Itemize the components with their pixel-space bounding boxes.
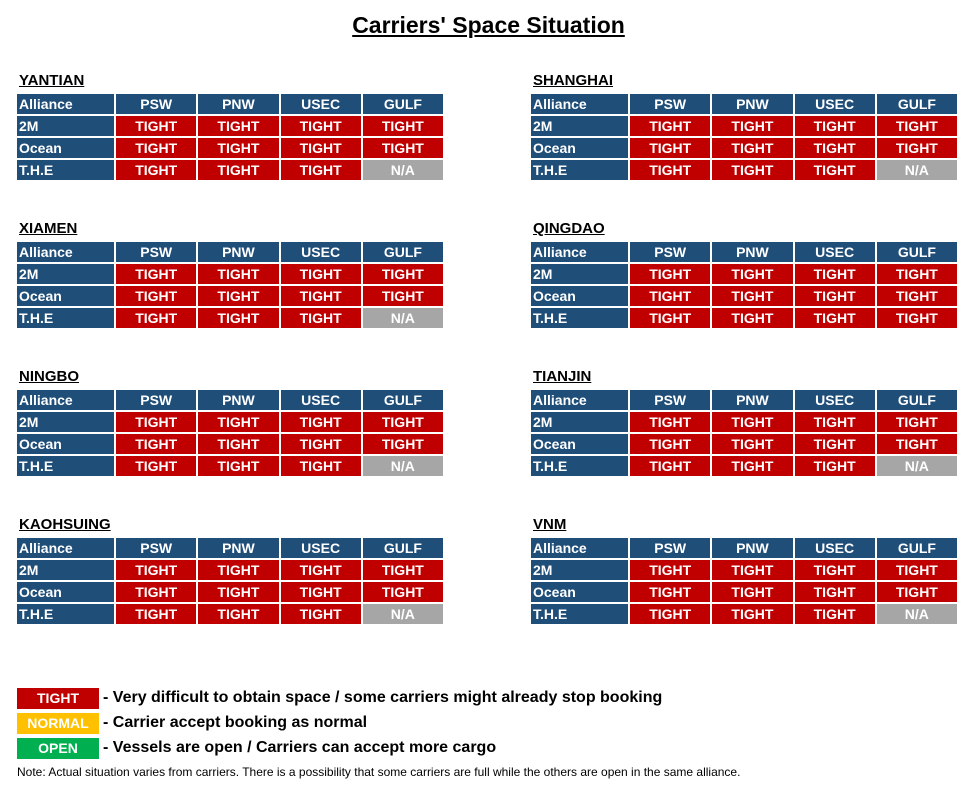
status-cell: N/A [877, 456, 957, 476]
alliance-label: T.H.E [17, 308, 114, 328]
column-header: Alliance [17, 390, 114, 410]
alliance-label: Ocean [531, 434, 628, 454]
status-cell: TIGHT [795, 264, 875, 284]
alliance-label: T.H.E [17, 604, 114, 624]
port-block-yantian [17, 70, 445, 182]
status-cell: TIGHT [630, 160, 710, 180]
status-cell: TIGHT [630, 582, 710, 602]
column-header: PSW [116, 538, 196, 558]
status-cell: TIGHT [630, 308, 710, 328]
column-header: GULF [363, 390, 443, 410]
port-name: XIAMEN [19, 220, 78, 237]
port-name: YANTIAN [19, 72, 85, 89]
status-cell: TIGHT [363, 560, 443, 580]
status-cell: TIGHT [630, 264, 710, 284]
column-header: PSW [630, 538, 710, 558]
column-header: PNW [198, 242, 278, 262]
status-cell: TIGHT [877, 138, 957, 158]
status-cell: TIGHT [712, 412, 792, 432]
status-cell: TIGHT [363, 286, 443, 306]
status-cell: TIGHT [795, 434, 875, 454]
status-cell: N/A [877, 604, 957, 624]
header-row [17, 242, 443, 262]
status-cell: TIGHT [630, 560, 710, 580]
alliance-label: T.H.E [17, 456, 114, 476]
status-cell: TIGHT [281, 138, 361, 158]
status-cell: TIGHT [281, 412, 361, 432]
status-cell: TIGHT [116, 560, 196, 580]
table-row [17, 286, 443, 306]
header-row [17, 94, 443, 114]
status-cell: TIGHT [795, 160, 875, 180]
status-cell: TIGHT [877, 434, 957, 454]
footnote: Note: Actual situation varies from carriers. There is a possibility that some carriers are full while the others are open in the same alliance. [17, 765, 741, 779]
table-row [531, 456, 957, 476]
status-cell: TIGHT [116, 138, 196, 158]
column-header: PNW [198, 390, 278, 410]
status-cell: TIGHT [630, 434, 710, 454]
column-header: PNW [712, 242, 792, 262]
header-row [531, 242, 957, 262]
legend-swatch-tight: TIGHT [17, 688, 99, 709]
alliance-label: Ocean [531, 286, 628, 306]
port-name: NINGBO [19, 368, 79, 385]
status-cell: TIGHT [795, 286, 875, 306]
alliance-label: Ocean [531, 138, 628, 158]
status-cell: TIGHT [795, 412, 875, 432]
space-table [15, 92, 445, 182]
port-name: VNM [533, 516, 567, 533]
column-header: GULF [877, 94, 957, 114]
column-header: PNW [712, 94, 792, 114]
alliance-label: T.H.E [531, 456, 628, 476]
status-cell: TIGHT [116, 434, 196, 454]
status-cell: TIGHT [630, 138, 710, 158]
header-row [17, 390, 443, 410]
space-table [529, 92, 959, 182]
legend-row-tight [17, 686, 662, 710]
space-table [529, 388, 959, 478]
table-row [531, 560, 957, 580]
header-row [531, 94, 957, 114]
column-header: Alliance [17, 94, 114, 114]
alliance-label: 2M [17, 116, 114, 136]
page-title: Carriers' Space Situation [352, 12, 625, 38]
status-cell: TIGHT [116, 264, 196, 284]
port-block-vnm [531, 514, 959, 626]
status-cell: TIGHT [281, 560, 361, 580]
table-row [17, 308, 443, 328]
column-header: Alliance [17, 242, 114, 262]
port-name: SHANGHAI [533, 72, 614, 89]
status-cell: TIGHT [116, 160, 196, 180]
column-header: PNW [198, 94, 278, 114]
column-header: PNW [712, 390, 792, 410]
port-block-shanghai [531, 70, 959, 182]
table-row [531, 604, 957, 624]
legend-row-open [17, 736, 662, 760]
status-cell: TIGHT [630, 456, 710, 476]
table-row [17, 582, 443, 602]
status-cell: TIGHT [712, 116, 792, 136]
column-header: GULF [877, 390, 957, 410]
header-row [531, 538, 957, 558]
table-row [17, 138, 443, 158]
status-cell: TIGHT [363, 434, 443, 454]
alliance-label: T.H.E [17, 160, 114, 180]
column-header: USEC [281, 390, 361, 410]
column-header: Alliance [531, 242, 628, 262]
status-cell: TIGHT [630, 116, 710, 136]
status-cell: TIGHT [877, 308, 957, 328]
status-cell: TIGHT [198, 582, 278, 602]
status-cell: TIGHT [795, 116, 875, 136]
status-cell: TIGHT [363, 138, 443, 158]
status-cell: TIGHT [198, 160, 278, 180]
column-header: GULF [877, 242, 957, 262]
status-cell: TIGHT [281, 160, 361, 180]
column-header: PSW [630, 390, 710, 410]
legend [17, 686, 662, 761]
space-table [15, 240, 445, 330]
status-cell: TIGHT [116, 456, 196, 476]
alliance-label: Ocean [17, 434, 114, 454]
status-cell: TIGHT [795, 308, 875, 328]
status-cell: TIGHT [281, 286, 361, 306]
column-header: PNW [198, 538, 278, 558]
column-header: Alliance [17, 538, 114, 558]
column-header: PSW [116, 242, 196, 262]
alliance-label: T.H.E [531, 308, 628, 328]
status-cell: TIGHT [712, 160, 792, 180]
status-cell: TIGHT [795, 138, 875, 158]
column-header: USEC [795, 94, 875, 114]
column-header: USEC [795, 538, 875, 558]
column-header: Alliance [531, 94, 628, 114]
column-header: USEC [795, 390, 875, 410]
column-header: GULF [363, 242, 443, 262]
port-block-xiamen [17, 218, 445, 330]
table-row [17, 604, 443, 624]
status-cell: TIGHT [198, 308, 278, 328]
alliance-label: 2M [17, 560, 114, 580]
status-cell: TIGHT [795, 604, 875, 624]
status-cell: TIGHT [712, 264, 792, 284]
table-row [17, 160, 443, 180]
legend-text-normal: - Carrier accept booking as normal [103, 714, 368, 731]
status-cell: TIGHT [712, 456, 792, 476]
status-cell: TIGHT [877, 582, 957, 602]
status-cell: TIGHT [363, 582, 443, 602]
port-block-ningbo [17, 366, 445, 478]
status-cell: TIGHT [363, 264, 443, 284]
alliance-label: Ocean [17, 138, 114, 158]
table-row [531, 138, 957, 158]
column-header: PSW [116, 390, 196, 410]
status-cell: TIGHT [712, 604, 792, 624]
alliance-label: 2M [17, 412, 114, 432]
legend-text-tight: - Very difficult to obtain space / some carriers might already stop booking [103, 689, 663, 706]
column-header: GULF [363, 538, 443, 558]
column-header: GULF [877, 538, 957, 558]
legend-row-normal [17, 711, 662, 735]
table-row [17, 412, 443, 432]
status-cell: TIGHT [630, 286, 710, 306]
status-cell: TIGHT [116, 604, 196, 624]
table-row [531, 264, 957, 284]
table-row [17, 264, 443, 284]
alliance-label: Ocean [531, 582, 628, 602]
table-row [531, 116, 957, 136]
status-cell: TIGHT [281, 456, 361, 476]
table-row [531, 434, 957, 454]
port-name: TIANJIN [533, 368, 592, 385]
status-cell: TIGHT [198, 264, 278, 284]
status-cell: TIGHT [877, 286, 957, 306]
alliance-label: 2M [531, 412, 628, 432]
status-cell: TIGHT [198, 286, 278, 306]
status-cell: TIGHT [281, 582, 361, 602]
status-cell: N/A [877, 160, 957, 180]
column-header: Alliance [531, 538, 628, 558]
table-row [531, 308, 957, 328]
status-cell: TIGHT [630, 412, 710, 432]
space-table [15, 388, 445, 478]
status-cell: TIGHT [281, 116, 361, 136]
legend-swatch-normal: NORMAL [17, 713, 99, 734]
status-cell: TIGHT [198, 604, 278, 624]
alliance-label: Ocean [17, 582, 114, 602]
column-header: USEC [281, 94, 361, 114]
alliance-label: 2M [531, 116, 628, 136]
port-block-tianjin [531, 366, 959, 478]
status-cell: TIGHT [198, 116, 278, 136]
status-cell: TIGHT [795, 582, 875, 602]
status-cell: TIGHT [877, 412, 957, 432]
status-cell: TIGHT [281, 264, 361, 284]
status-cell: TIGHT [116, 582, 196, 602]
alliance-label: 2M [17, 264, 114, 284]
alliance-label: T.H.E [531, 160, 628, 180]
port-block-qingdao [531, 218, 959, 330]
status-cell: TIGHT [116, 412, 196, 432]
status-cell: TIGHT [198, 434, 278, 454]
port-name: QINGDAO [533, 220, 605, 237]
status-cell: TIGHT [281, 308, 361, 328]
column-header: Alliance [531, 390, 628, 410]
alliance-label: T.H.E [531, 604, 628, 624]
status-cell: TIGHT [363, 412, 443, 432]
status-cell: TIGHT [877, 264, 957, 284]
status-cell: TIGHT [795, 456, 875, 476]
table-row [17, 434, 443, 454]
legend-swatch-open: OPEN [17, 738, 99, 759]
port-block-kaohsuing [17, 514, 445, 626]
table-row [531, 160, 957, 180]
status-cell: TIGHT [712, 560, 792, 580]
status-cell: TIGHT [877, 116, 957, 136]
status-cell: TIGHT [712, 308, 792, 328]
column-header: PSW [116, 94, 196, 114]
table-row [531, 286, 957, 306]
column-header: GULF [363, 94, 443, 114]
status-cell: TIGHT [363, 116, 443, 136]
space-table [529, 240, 959, 330]
column-header: PNW [712, 538, 792, 558]
status-cell: N/A [363, 160, 443, 180]
status-cell: TIGHT [630, 604, 710, 624]
status-cell: N/A [363, 604, 443, 624]
status-cell: TIGHT [116, 116, 196, 136]
space-table [529, 536, 959, 626]
status-cell: N/A [363, 456, 443, 476]
table-row [17, 560, 443, 580]
status-cell: TIGHT [712, 434, 792, 454]
column-header: PSW [630, 94, 710, 114]
header-row [17, 538, 443, 558]
column-header: USEC [281, 242, 361, 262]
status-cell: TIGHT [198, 412, 278, 432]
alliance-label: 2M [531, 560, 628, 580]
table-row [531, 412, 957, 432]
status-cell: TIGHT [116, 308, 196, 328]
status-cell: TIGHT [795, 560, 875, 580]
status-cell: TIGHT [712, 138, 792, 158]
column-header: PSW [630, 242, 710, 262]
column-header: USEC [795, 242, 875, 262]
column-header: USEC [281, 538, 361, 558]
status-cell: TIGHT [712, 286, 792, 306]
status-cell: TIGHT [877, 560, 957, 580]
table-row [531, 582, 957, 602]
alliance-label: 2M [531, 264, 628, 284]
status-cell: TIGHT [281, 434, 361, 454]
alliance-label: Ocean [17, 286, 114, 306]
table-row [17, 456, 443, 476]
header-row [531, 390, 957, 410]
legend-text-open: - Vessels are open / Carriers can accept more cargo [103, 739, 497, 756]
status-cell: TIGHT [198, 138, 278, 158]
status-cell: TIGHT [116, 286, 196, 306]
status-cell: TIGHT [281, 604, 361, 624]
space-table [15, 536, 445, 626]
status-cell: TIGHT [198, 560, 278, 580]
status-cell: N/A [363, 308, 443, 328]
status-cell: TIGHT [712, 582, 792, 602]
port-name: KAOHSUING [19, 516, 111, 533]
status-cell: TIGHT [198, 456, 278, 476]
table-row [17, 116, 443, 136]
